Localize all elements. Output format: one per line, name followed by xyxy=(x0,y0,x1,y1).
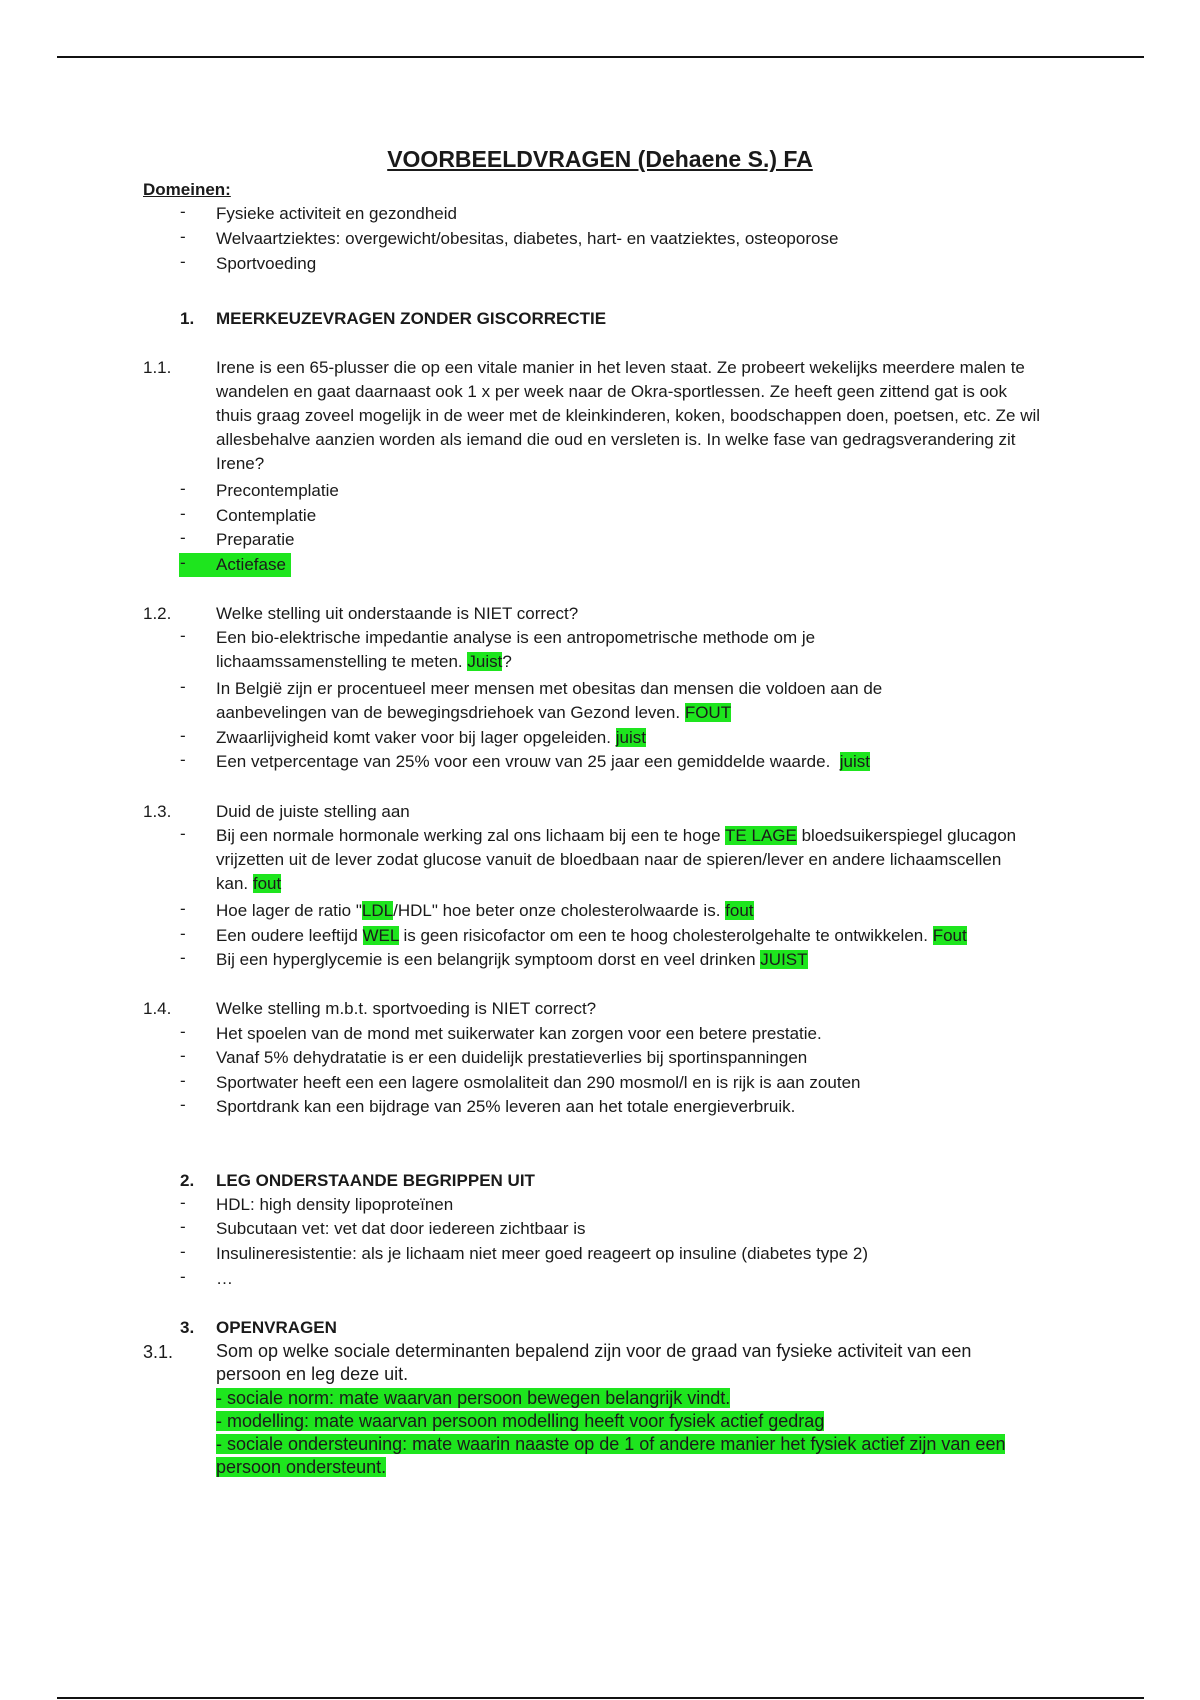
answer-option: Sportdrank kan een bijdrage van 25% leveren aan het totale energieverbruik. xyxy=(216,1097,796,1116)
question-number: 3.1. xyxy=(143,1342,174,1362)
answer-option-correct: Actiefase xyxy=(216,555,286,574)
answer-option: Bij een hyperglycemie is een belangrijk symptoom dorst en veel drinken JUIST xyxy=(216,950,808,969)
domain-item: Welvaartziektes: overgewicht/obesitas, diabetes, hart- en vaatziektes, osteoporose xyxy=(216,229,839,248)
bullet-dash: - xyxy=(180,1267,186,1286)
term-item: HDL: high density lipoproteïnen xyxy=(216,1195,454,1214)
answer-option: Bij een normale hormonale werking zal ons lichaam bij een te hoge TE LAGE bloedsuikerspiegel glucagon vrijzetten uit de lever zodat glucose vanuit de bloedbaan naar de spieren/lever en andere lichaamscellen kan. fout xyxy=(216,826,1017,893)
answer-mark: FOUT xyxy=(684,703,732,722)
answer-line: - sociale ondersteuning: mate waarin naaste op de 1 of andere manier het fysiek actief zijn van een persoon ondersteunt. xyxy=(216,1434,1006,1477)
answer-option: Een vetpercentage van 25% voor een vrouw van 25 jaar een gemiddelde waarde. juist xyxy=(216,752,870,771)
bullet-dash: - xyxy=(180,750,186,769)
answer-mark: LDL xyxy=(361,901,394,920)
open-answer xyxy=(216,1387,1036,1479)
bullet-dash: - xyxy=(180,1095,186,1114)
question-text: Irene is een 65-plusser die op een vitale manier in het leven staat. Ze probeert wekelijks meerdere malen te wandelen en gaat daarnaast ook 1 x per week naar de Okra-sportlessen. Ze heeft geen zittend gat is ook thuis graag zoveel mogelijk in de weer met de kleinkinderen, koken, boodschappen doen, poetsen, etc. Ze wil allesbehalve aanzien worden als iemand die oud en versleten is. In welke fase van gedragsverandering zit Irene? xyxy=(216,358,1041,473)
answer-option: Het spoelen van de mond met suikerwater kan zorgen voor een betere prestatie. xyxy=(216,1024,822,1043)
domain-item: Fysieke activiteit en gezondheid xyxy=(216,204,457,223)
answer-option: Preparatie xyxy=(216,530,295,549)
question-text: Welke stelling m.b.t. sportvoeding is NIET correct? xyxy=(216,999,597,1018)
bullet-dash: - xyxy=(180,924,186,943)
bullet-dash: - xyxy=(180,479,186,498)
bullet-dash: - xyxy=(180,1193,186,1212)
answer-option: Een bio-elektrische impedantie analyse is een antropometrische methode om je lichaamssamenstelling te meten. Juist? xyxy=(216,628,816,671)
bullet-dash: - xyxy=(180,726,186,745)
answer-mark: Fout xyxy=(932,926,967,945)
answer-option: Zwaarlijvigheid komt vaker voor bij lager opgeleiden. juist xyxy=(216,728,646,747)
domains-heading: Domeinen: xyxy=(143,180,231,199)
answer-mark: Juist xyxy=(467,652,503,671)
bullet-dash: - xyxy=(180,1217,186,1236)
bullet-dash: - xyxy=(180,1071,186,1090)
bullet-dash: - xyxy=(180,202,186,221)
question-number: 1.4. xyxy=(143,999,172,1018)
answer-option: In België zijn er procentueel meer mensen met obesitas dan mensen die voldoen aan de aanbevelingen van de bewegingsdriehoek van Gezond leven. FOUT xyxy=(216,679,883,722)
answer-option: Vanaf 5% dehydratatie is er een duidelijk prestatieverlies bij sportinspanningen xyxy=(216,1048,808,1067)
term-item: Subcutaan vet: vet dat door iedereen zichtbaar is xyxy=(216,1219,586,1238)
question-text: Duid de juiste stelling aan xyxy=(216,802,410,821)
question-number: 1.3. xyxy=(143,802,172,821)
bullet-dash: - xyxy=(180,677,186,696)
term-item: Insulineresistentie: als je lichaam niet meer goed reageert op insuline (diabetes type 2) xyxy=(216,1244,869,1263)
answer-option: Een oudere leeftijd WEL is geen risicofactor om een te hoog cholesterolgehalte te ontwikkelen. Fout xyxy=(216,926,967,945)
top-rule xyxy=(57,56,1144,58)
section-number: 2. xyxy=(180,1171,195,1190)
answer-mark: juist xyxy=(839,752,870,771)
page-title: VOORBEELDVRAGEN (Dehaene S.) FA xyxy=(387,146,813,172)
answer-mark: fout xyxy=(725,901,754,920)
answer-option: Sportwater heeft een een lagere osmolaliteit dan 290 mosmol/l en is rijk is aan zouten xyxy=(216,1073,861,1092)
question-number: 1.1. xyxy=(143,358,172,377)
bullet-dash: - xyxy=(180,227,186,246)
term-item: … xyxy=(216,1269,233,1288)
answer-line: - sociale norm: mate waarvan persoon bewegen belangrijk vindt. xyxy=(216,1388,731,1408)
section-title: LEG ONDERSTAANDE BEGRIPPEN UIT xyxy=(216,1171,535,1190)
answer-mark: JUIST xyxy=(760,950,808,969)
answer-mark: TE LAGE xyxy=(725,826,797,845)
bullet-dash: - xyxy=(180,948,186,967)
answer-mark: juist xyxy=(615,728,646,747)
section-number: 3. xyxy=(180,1318,195,1337)
domain-item: Sportvoeding xyxy=(216,254,317,273)
bullet-dash: - xyxy=(180,1022,186,1041)
section-title: OPENVRAGEN xyxy=(216,1318,337,1337)
bullet-dash: - xyxy=(180,252,186,271)
answer-mark: WEL xyxy=(362,926,399,945)
bullet-dash: - xyxy=(180,824,186,843)
bullet-dash: - xyxy=(180,553,186,572)
answer-line: - modelling: mate waarvan persoon modelling heeft voor fysiek actief gedrag xyxy=(216,1411,825,1431)
answer-option: Contemplatie xyxy=(216,506,317,525)
answer-option: Precontemplatie xyxy=(216,481,339,500)
bottom-rule xyxy=(57,1697,1144,1699)
bullet-dash: - xyxy=(180,1046,186,1065)
bullet-dash: - xyxy=(180,899,186,918)
bullet-dash: - xyxy=(180,626,186,645)
question-text: Som op welke sociale determinanten bepalend zijn voor de graad van fysieke activiteit van een persoon en leg deze uit. xyxy=(216,1341,972,1384)
question-number: 1.2. xyxy=(143,604,172,623)
bullet-dash: - xyxy=(180,504,186,523)
question-text: Welke stelling uit onderstaande is NIET correct? xyxy=(216,604,579,623)
section-number: 1. xyxy=(180,309,195,328)
bullet-dash: - xyxy=(180,528,186,547)
bullet-dash: - xyxy=(180,1242,186,1261)
section-title: MEERKEUZEVRAGEN ZONDER GISCORRECTIE xyxy=(216,309,607,328)
answer-option: Hoe lager de ratio "LDL/HDL" hoe beter onze cholesterolwaarde is. fout xyxy=(216,901,754,920)
answer-mark: fout xyxy=(252,874,282,893)
